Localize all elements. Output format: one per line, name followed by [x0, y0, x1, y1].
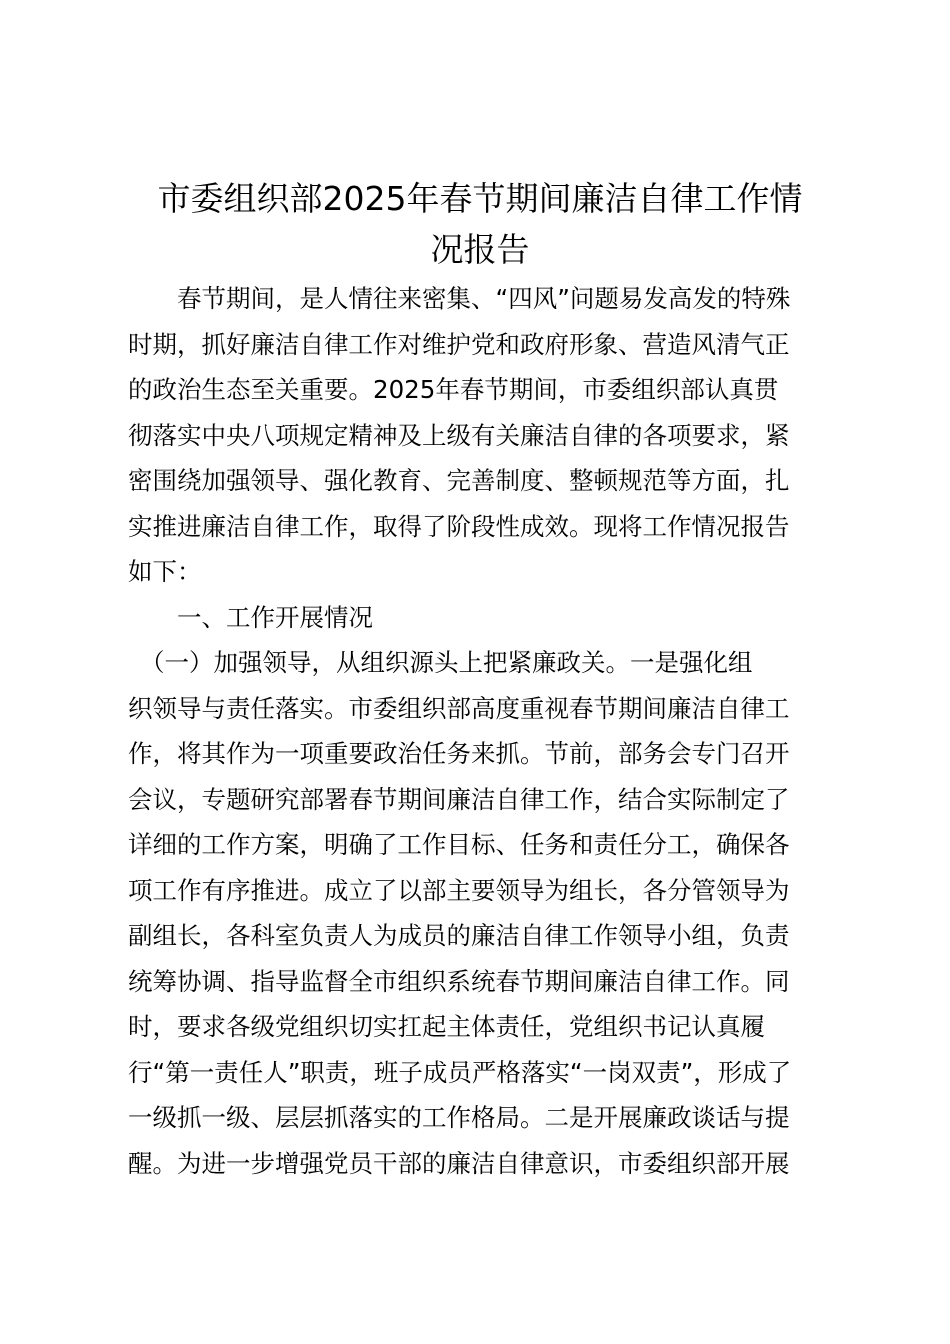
paragraph-line: 副组长，各科室负责人为成员的廉洁自律工作领导小组，负责 — [128, 921, 790, 950]
paragraph-line: 实推进廉洁自律工作，取得了阶段性成效。现将工作情况报告 — [128, 511, 790, 541]
subsection-line: （一）加强领导，从组织源头上把紧廉政关。一是强化组 — [140, 648, 753, 677]
paragraph-line: 行“第一责任人”职责，班子成员严格落实“一岗双责”，形成了 — [128, 1057, 792, 1087]
paragraph-line: 时，要求各级党组织切实扛起主体责任，党组织书记认真履 — [128, 1012, 765, 1041]
paragraph-line: 时期，抓好廉洁自律工作对维护党和政府形象、营造风清气正 — [128, 329, 790, 359]
title-line-2: 况报告 — [430, 230, 530, 269]
paragraph-line: 统筹协调、指导监督全市组织系统春节期间廉洁自律工作。同 — [128, 966, 790, 996]
document-body — [128, 276, 828, 1186]
paragraph-line: 作，将其作为一项重要政治任务来抓。节前，部务会专门召开 — [128, 739, 790, 768]
document-title — [120, 173, 840, 275]
paragraph-line: 如下： — [128, 557, 202, 586]
paragraph-line: 的政治生态至关重要。2025年春节期间，市委组织部认真贯 — [128, 375, 779, 404]
paragraph-line: 彻落实中央八项规定精神及上级有关廉洁自律的各项要求，紧 — [128, 420, 790, 450]
paragraph-line: 醒。为进一步增强党员干部的廉洁自律意识，市委组织部开展 — [128, 1148, 790, 1178]
paragraph-line: 会议，专题研究部署春节期间廉洁自律工作，结合实际制定了 — [128, 784, 790, 814]
section-heading: 一、工作开展情况 — [177, 602, 373, 632]
paragraph-line: 织领导与责任落实。市委组织部高度重视春节期间廉洁自律工 — [128, 693, 790, 723]
paragraph-line: 密围绕加强领导、强化教育、完善制度、整顿规范等方面，扎 — [128, 466, 790, 495]
paragraph-line: 项工作有序推进。成立了以部主要领导为组长，各分管领导为 — [128, 875, 790, 905]
title-line-1: 市委组织部2025年春节期间廉洁自律工作情 — [157, 179, 803, 218]
paragraph-line: 一级抓一级、层层抓落实的工作格局。二是开展廉政谈话与提 — [128, 1103, 790, 1132]
paragraph-line: 春节期间，是人情往来密集、“四风”问题易发高发的特殊 — [177, 284, 791, 313]
paragraph-line: 详细的工作方案，明确了工作目标、任务和责任分工，确保各 — [128, 830, 790, 859]
